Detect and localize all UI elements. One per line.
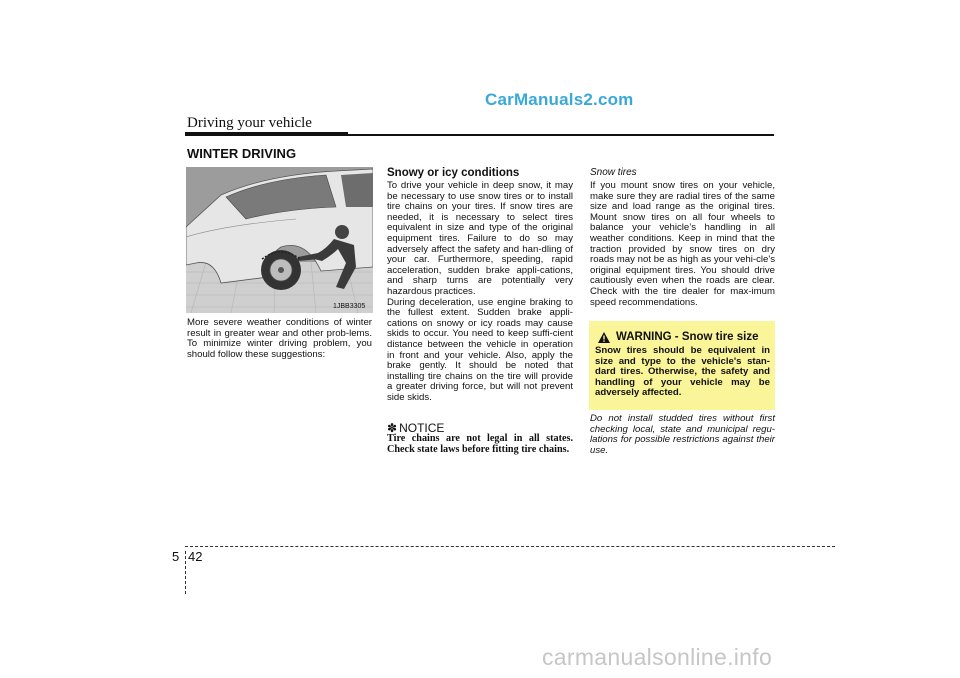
footer-vertical-rule (185, 551, 186, 594)
warning-subtitle: - Snow tire size (671, 331, 759, 343)
warning-triangle-icon (598, 332, 610, 343)
notice-icon: ✽ (387, 421, 398, 435)
car-tire-chain-illustration (186, 167, 373, 313)
figure-label: 1JBB3305 (333, 303, 366, 310)
header-rule-thick (185, 132, 348, 136)
notice-label: NOTICE (399, 421, 445, 435)
warning-heading (598, 331, 759, 343)
page-number: 42 (188, 549, 203, 564)
page-section-number: 5 (172, 549, 180, 564)
snow-tires-paragraph: If you mount snow tires on your vehicle, make sure they are radial tires of the same size and load range as the original tires. Mount snow tires on all four wheels to balance your vehicle’s handling in all weather conditions. Keep in mind that the traction provided by snow tires on dry roads may not be as high as your vehi-cle's original equipment tires. You should drive cautiously even when the roads are clear. Check with the tire dealer for max-imum speed recommendations. (590, 180, 775, 308)
notice-text: Tire chains are not legal in all states. Check state laws before fitting tire chains. (387, 433, 573, 455)
studded-tires-note: Do not install studded tires without first checking local, state and municipal regu-lations for possible restrictions against their use. (590, 413, 775, 456)
page-header-title: Driving your vehicle (187, 115, 312, 131)
snowy-icy-heading: Snowy or icy conditions (387, 167, 520, 179)
snow-tires-heading: Snow tires (590, 167, 637, 178)
warning-title: WARNING (616, 331, 672, 343)
intro-paragraph: More severe weather conditions of winter result in greater wear and other prob-lems. To minimize winter driving problem, you should follow these suggestions: (187, 317, 372, 360)
warning-text: Snow tires should be equivalent in size and type to the vehicle's stan-dard tires. Otherwise, the safety and handling of your vehicle may be adversely affected. (595, 345, 770, 399)
watermark-top: CarManuals2.com (485, 90, 634, 109)
snowy-icy-text (387, 181, 573, 403)
header-rule-thin (348, 134, 774, 136)
section-title: WINTER DRIVING (187, 146, 297, 161)
snowy-icy-paragraph-1: To drive your vehicle in deep snow, it may be necessary to use snow tires or to install tire chains on your tires. If snow tires are needed, it is necessary to select tires equivalent in size and type of the original equipment tires. Failure to do so may adversely affect the safety and han-dling of your car. Furthermore, speeding, rapid acceleration, sudden brake appli-cations, and sharp turns are potentially very hazardous practices. (387, 180, 573, 297)
snowy-icy-paragraph-2: During deceleration, use engine braking to the fullest extent. Sudden brake appli-cations on snowy or icy roads may cause skids to occur. You need to keep suffi-cient distance between the vehicle in operation in front and your vehicle. Also, apply the brake gently. It should be noted that installing tire chains on the tire will provide a greater driving force, but will not prevent side skids. (387, 296, 573, 403)
watermark-bottom: carmanualsonline.info (542, 644, 773, 670)
footer-rule (185, 546, 835, 547)
